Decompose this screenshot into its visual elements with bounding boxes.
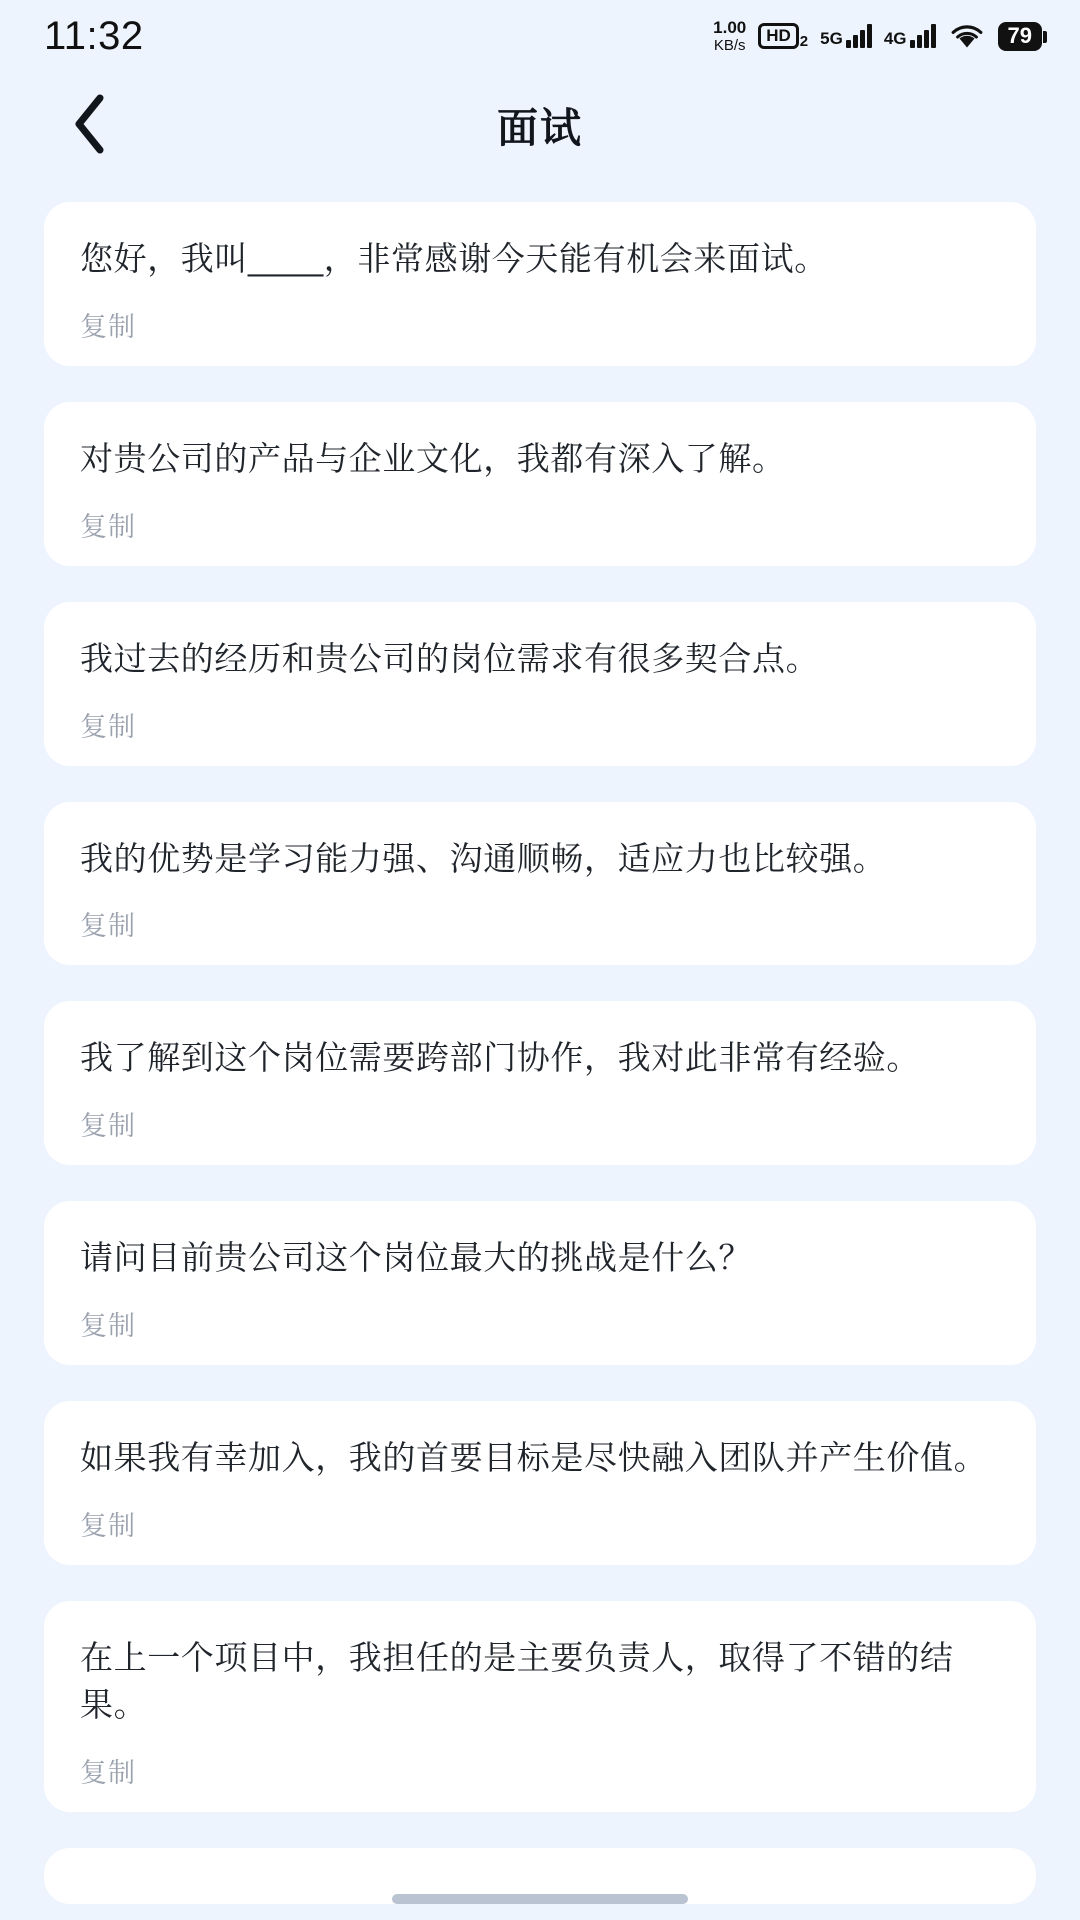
copy-button[interactable]: 复制 <box>80 1511 136 1542</box>
copy-button[interactable]: 复制 <box>80 1111 136 1142</box>
home-indicator[interactable] <box>392 1894 688 1904</box>
signal-4g-icon <box>884 24 936 48</box>
phrase-text: 在上一个项目中，我担任的是主要负责人，取得了不错的结果。 <box>80 1639 954 1723</box>
phrase-text: 如果我有幸加入，我的首要目标是尽快融入团队并产生价值。 <box>80 1439 988 1477</box>
list-item[interactable] <box>44 802 1036 966</box>
wifi-icon <box>950 23 984 49</box>
copy-button[interactable]: 复制 <box>80 311 136 342</box>
copy-button[interactable]: 复制 <box>80 1757 136 1788</box>
list-item[interactable] <box>44 602 1036 766</box>
back-button[interactable] <box>58 92 122 156</box>
back-icon <box>70 92 110 156</box>
phrase-text: 请问目前贵公司这个岗位最大的挑战是什么？ <box>80 1239 752 1277</box>
page-title: 面试 <box>497 104 583 151</box>
hd-label: HD <box>758 23 799 49</box>
battery-indicator: 79 <box>998 22 1042 51</box>
list-item[interactable] <box>44 1401 1036 1565</box>
status-bar <box>0 0 1080 72</box>
list-item[interactable] <box>44 202 1036 366</box>
hd-voice-icon <box>758 23 808 49</box>
signal-4g-bars <box>910 24 936 48</box>
status-time: 11:32 <box>44 13 144 58</box>
network-speed-value: 1.00 <box>713 18 747 37</box>
signal-5g-icon <box>820 24 872 48</box>
phrase-list[interactable] <box>0 176 1080 1920</box>
copy-button[interactable]: 复制 <box>80 711 136 742</box>
status-icons <box>713 19 1042 53</box>
phrase-text: 您好，我叫____，非常感谢今天能有机会来面试。 <box>80 240 828 277</box>
phrase-text: 我的优势是学习能力强、沟通顺畅，适应力也比较强。 <box>80 839 887 877</box>
network-speed-indicator <box>713 19 746 53</box>
list-item[interactable] <box>44 1001 1036 1165</box>
signal-5g-bars <box>846 24 872 48</box>
copy-button[interactable]: 复制 <box>80 511 136 542</box>
phrase-text: 我过去的经历和贵公司的岗位需求有很多契合点。 <box>80 639 820 677</box>
signal-4g-label: 4G <box>883 29 907 48</box>
phrase-text: 对贵公司的产品与企业文化，我都有深入了解。 <box>80 439 786 477</box>
list-item[interactable] <box>44 402 1036 566</box>
copy-button[interactable]: 复制 <box>80 911 136 942</box>
hd-sub-label: 2 <box>799 33 809 50</box>
list-item[interactable] <box>44 1201 1036 1365</box>
copy-button[interactable]: 复制 <box>80 1311 136 1342</box>
network-speed-unit: KB/s <box>713 37 746 54</box>
list-item[interactable] <box>44 1601 1036 1812</box>
signal-5g-label: 5G <box>820 29 843 48</box>
phrase-text: 我了解到这个岗位需要跨部门协作，我对此非常有经验。 <box>80 1039 920 1077</box>
title-bar <box>0 72 1080 176</box>
